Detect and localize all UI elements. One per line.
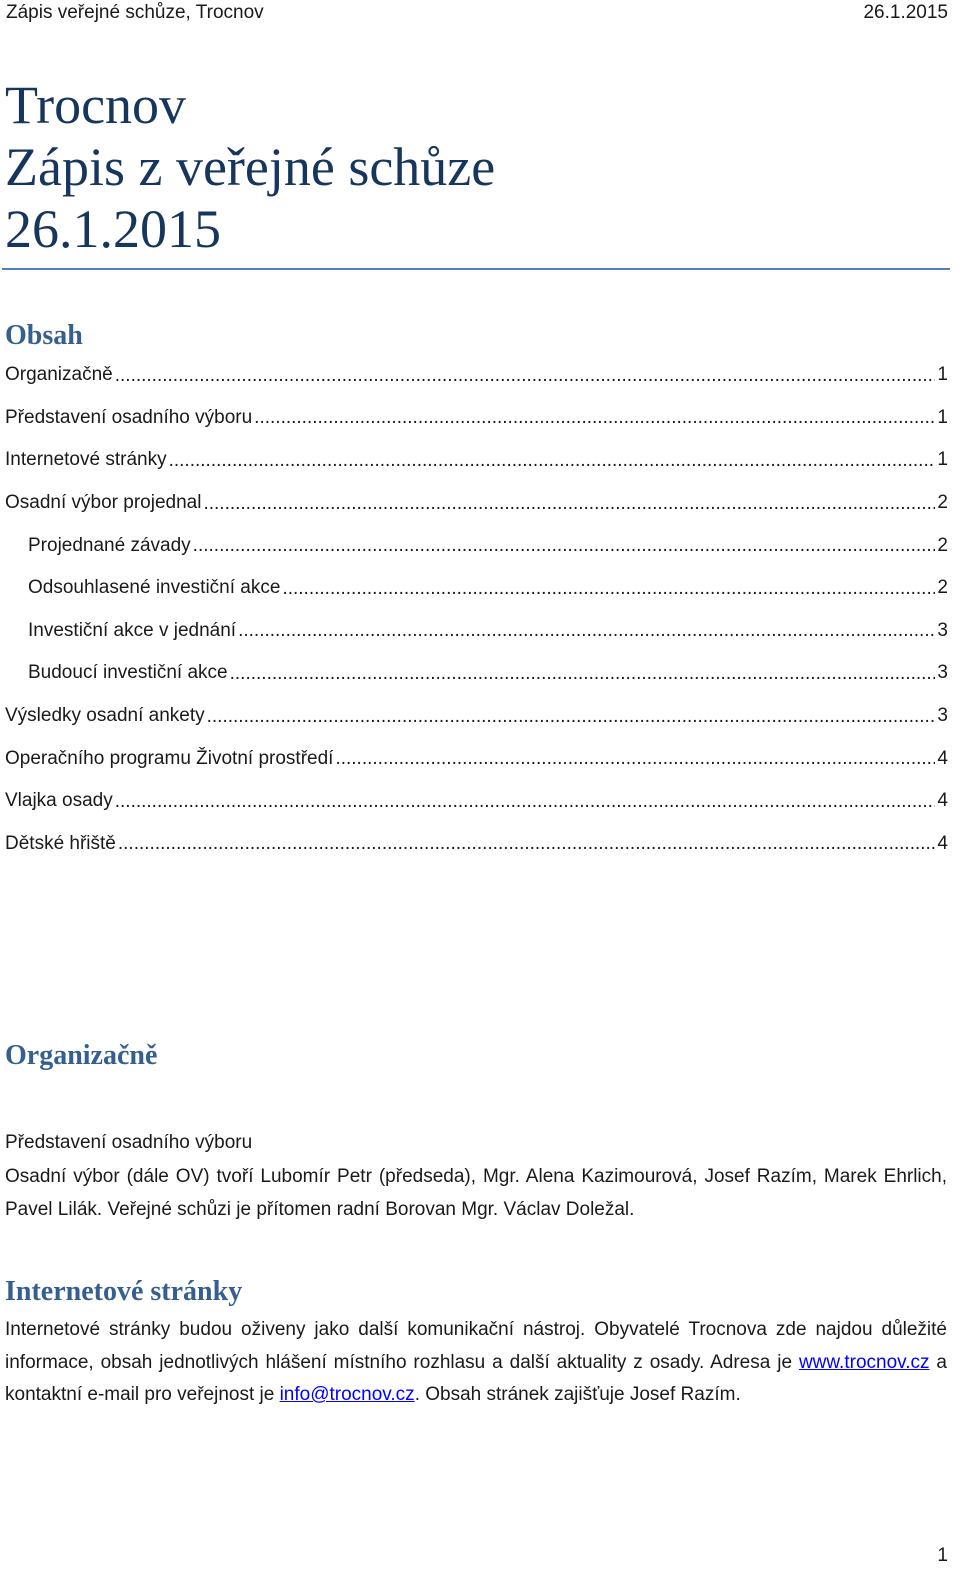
toc-item[interactable] bbox=[0, 780, 948, 823]
toc-item-label: Osadní výbor projednal bbox=[5, 492, 202, 514]
title-place: Trocnov bbox=[5, 75, 187, 135]
toc-item[interactable] bbox=[0, 737, 948, 780]
toc-item-label: Projednané závady bbox=[28, 534, 191, 556]
toc-item-label: Operačního programu Životní prostředí bbox=[5, 747, 334, 769]
page-number: 1 bbox=[937, 1545, 948, 1566]
toc-dot-leader bbox=[282, 579, 935, 598]
title-subject: Zápis z veřejné schůze bbox=[5, 137, 496, 197]
toc-item-page: 3 bbox=[937, 619, 948, 641]
toc-item-label: Výsledky osadní ankety bbox=[5, 705, 205, 727]
toc-item-page: 1 bbox=[937, 449, 948, 471]
toc-item-label: Vlajka osady bbox=[5, 790, 113, 812]
toc-item-label: Dětské hřiště bbox=[5, 832, 116, 854]
toc-item-page: 4 bbox=[937, 832, 948, 854]
toc-item[interactable] bbox=[0, 524, 948, 567]
toc-item-page: 2 bbox=[937, 492, 948, 514]
toc-dot-leader bbox=[193, 536, 936, 555]
section-heading-website: Internetové stránky bbox=[5, 1276, 243, 1307]
toc-item-page: 2 bbox=[937, 577, 948, 599]
toc-dot-leader bbox=[115, 792, 936, 811]
toc-item[interactable] bbox=[0, 354, 948, 397]
toc-item-label: Představení osadního výboru bbox=[5, 406, 253, 428]
toc-dot-leader bbox=[118, 834, 936, 853]
toc-item[interactable] bbox=[0, 567, 948, 610]
toc-item-label: Budoucí investiční akce bbox=[28, 662, 228, 684]
website-paragraph bbox=[5, 1314, 947, 1412]
running-header-date: 26.1.2015 bbox=[863, 2, 948, 23]
toc-item[interactable] bbox=[0, 610, 948, 653]
toc-dot-leader bbox=[207, 707, 936, 726]
toc-item-page: 3 bbox=[937, 662, 948, 684]
toc-item-page: 1 bbox=[937, 406, 948, 428]
website-link[interactable]: www.trocnov.cz bbox=[798, 1351, 930, 1373]
toc-item-label: Organizačně bbox=[5, 364, 113, 386]
toc-item-label: Investiční akce v jednání bbox=[28, 619, 237, 641]
toc-item-page: 2 bbox=[937, 534, 948, 556]
toc-item[interactable] bbox=[0, 482, 948, 525]
toc-item[interactable] bbox=[0, 439, 948, 482]
section-heading-organizacne: Organizačně bbox=[5, 1040, 158, 1071]
toc-item[interactable] bbox=[0, 397, 948, 440]
email-link[interactable]: info@trocnov.cz bbox=[279, 1384, 415, 1405]
document-title bbox=[5, 74, 950, 260]
toc-dot-leader bbox=[335, 749, 935, 768]
toc-dot-leader bbox=[230, 664, 936, 683]
toc-item-label: Internetové stránky bbox=[5, 449, 167, 471]
table-of-contents bbox=[0, 354, 948, 865]
title-divider bbox=[2, 268, 950, 270]
website-text-1: Internetové stránky budou oživeny jako další komunikační nástroj. Obyvatelé Trocnova zde najdou důležité informace, obsah jednotlivých hlášení místního rozhlasu a další aktuality z osady. Adresa je bbox=[5, 1319, 947, 1373]
toc-dot-leader bbox=[203, 494, 935, 513]
subheading-committee: Představení osadního výboru bbox=[5, 1132, 253, 1153]
toc-item[interactable] bbox=[0, 823, 948, 866]
website-text-3: . Obsah stránek zajišťuje Josef Razím. bbox=[414, 1384, 741, 1405]
toc-item-label: Odsouhlasené investiční akce bbox=[28, 577, 281, 599]
toc-item-page: 4 bbox=[937, 747, 948, 769]
toc-dot-leader bbox=[169, 451, 936, 470]
toc-dot-leader bbox=[254, 408, 935, 427]
toc-item-page: 4 bbox=[937, 790, 948, 812]
toc-item[interactable] bbox=[0, 652, 948, 695]
toc-item[interactable] bbox=[0, 695, 948, 738]
toc-dot-leader bbox=[115, 366, 936, 385]
toc-dot-leader bbox=[238, 621, 935, 640]
title-date: 26.1.2015 bbox=[5, 199, 221, 259]
website-text-2: a kontaktní e-mail pro veřejnost je bbox=[5, 1351, 947, 1405]
running-header-title: Zápis veřejné schůze, Trocnov bbox=[6, 2, 264, 23]
committee-paragraph: Osadní výbor (dále OV) tvoří Lubomír Petr (předseda), Mgr. Alena Kazimourová, Josef Razím, Marek Ehrlich, Pavel Lilák. Veřejné schůzi je přítomen radní Borovan Mgr. Václav Doležal. bbox=[5, 1166, 947, 1220]
toc-item-page: 1 bbox=[937, 364, 948, 386]
toc-item-page: 3 bbox=[937, 705, 948, 727]
toc-heading: Obsah bbox=[5, 320, 83, 351]
